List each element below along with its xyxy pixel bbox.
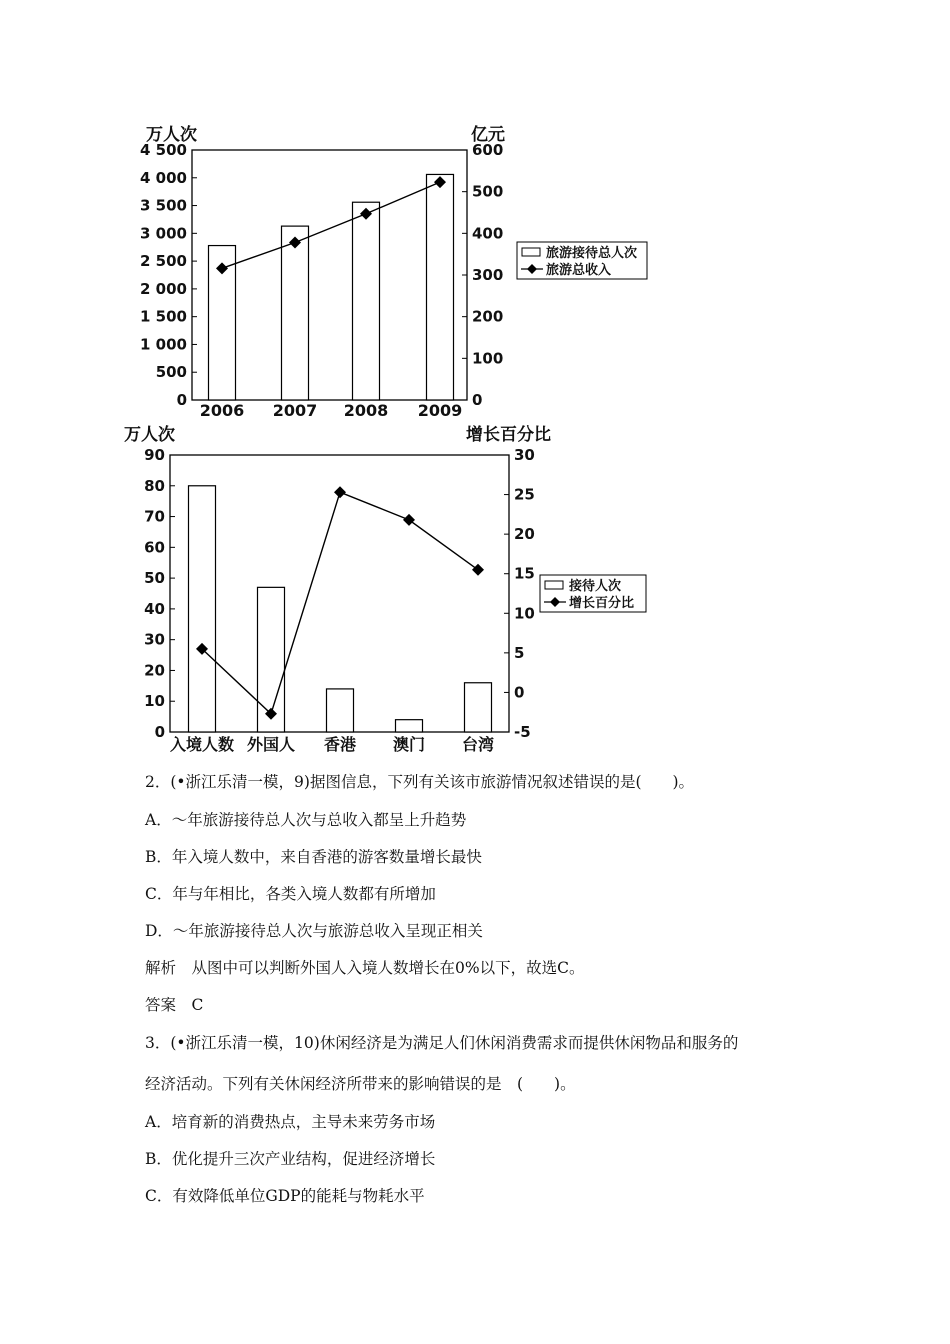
chart1-category-label: 2006 <box>199 401 245 420</box>
chart1-category-label: 2009 <box>417 401 463 420</box>
question-3-stem-line1: 3．(•浙江乐清一模，10)休闲经济是为满足人们休闲消费需求而提供休闲物品和服务的 <box>145 1034 739 1052</box>
chart1-bar <box>353 202 380 400</box>
question-2-answer: 答案 C <box>145 996 204 1014</box>
question-3-option-c: C．有效降低单位GDP的能耗与物耗水平 <box>145 1187 425 1205</box>
chart1-right-tick-label: 400 <box>472 224 504 243</box>
chart1-legend-bar-swatch <box>522 248 540 256</box>
question-2-option-b: B．年入境人数中，来自香港的游客数量增长最快 <box>145 848 482 866</box>
chart2-right-tick-label: 15 <box>514 564 535 583</box>
chart2-line-series <box>202 492 478 714</box>
chart2-bar <box>327 689 354 732</box>
question-3-option-a: A．培育新的消费热点，主导未来劳务市场 <box>145 1113 436 1131</box>
chart2-left-tick-label: 60 <box>144 538 165 557</box>
chart2-left-tick-label: 70 <box>144 507 165 526</box>
chart2-category-label: 香港 <box>323 735 357 754</box>
chart1-left-tick-label: 0 <box>176 391 187 409</box>
chart2-bar <box>465 683 492 732</box>
chart1-category-label: 2007 <box>272 401 318 420</box>
chart1-legend-bar-label: 旅游接待总人次 <box>546 246 638 261</box>
question-3-stem-line2: 经济活动。下列有关休闲经济所带来的影响错误的是 ( )。 <box>145 1075 576 1093</box>
chart2-category-label: 入境人数 <box>169 735 235 754</box>
chart1-left-tick-label: 4 000 <box>140 168 187 187</box>
chart1-right-axis-unit: 亿元 <box>471 125 505 145</box>
chart1-right-tick-label: 200 <box>472 307 504 326</box>
chart1-right-tick-label: 0 <box>472 391 483 409</box>
chart1-left-tick-label: 1 500 <box>140 307 187 326</box>
question-2-option-c: C．年与年相比，各类入境人数都有所增加 <box>145 885 436 903</box>
chart2-category-label: 外国人 <box>246 735 296 754</box>
chart2-left-tick-label: 0 <box>154 723 165 741</box>
chart1-left-tick-label: 3 500 <box>140 196 187 215</box>
chart1-right-tick-label: 500 <box>472 182 504 201</box>
chart2-left-tick-label: 10 <box>144 692 165 711</box>
chart1-right-tick-label: 600 <box>472 141 504 159</box>
chart2-left-tick-label: 50 <box>144 569 165 588</box>
chart1-line-series <box>222 182 440 268</box>
chart2-line-point <box>334 486 346 498</box>
question-2-analysis: 解析 从图中可以判断外国人入境人数增长在0%以下，故选C。 <box>145 959 585 977</box>
chart1-left-tick-label: 2 000 <box>140 279 187 298</box>
chart2-line-point <box>403 514 415 526</box>
chart1-left-axis-unit: 万人次 <box>146 125 197 145</box>
chart2-left-tick-label: 40 <box>144 599 165 618</box>
chart2-right-tick-label: -5 <box>514 723 531 741</box>
chart2-right-tick-label: 10 <box>514 604 535 623</box>
question-2-stem: 2．(•浙江乐清一模，9)据图信息，下列有关该市旅游情况叙述错误的是( )。 <box>145 773 695 791</box>
chart2-left-tick-label: 80 <box>144 476 165 495</box>
chart2-right-tick-label: 5 <box>514 643 525 662</box>
chart2-right-tick-label: 25 <box>514 485 535 504</box>
chart2-left-axis-unit: 万人次 <box>124 425 175 445</box>
question-2-option-a: A．～年旅游接待总人次与总收入都呈上升趋势 <box>145 811 467 829</box>
chart2-legend-line-label: 增长百分比 <box>569 596 635 611</box>
chart1-right-tick-label: 100 <box>472 349 504 368</box>
chart1-left-tick-label: 4 500 <box>140 141 187 159</box>
chart2-bar <box>396 720 423 732</box>
chart2-line-point <box>472 564 484 576</box>
chart2-category-label: 台湾 <box>461 735 495 754</box>
chart2-right-tick-label: 30 <box>514 446 535 464</box>
chart1-right-tick-label: 300 <box>472 266 504 284</box>
chart2-category-label: 澳门 <box>392 735 426 754</box>
chart1-left-tick-label: 500 <box>155 363 187 382</box>
chart2-legend-bar-label: 接待人次 <box>569 579 622 594</box>
chart2-right-tick-label: 20 <box>514 525 535 544</box>
question-3-option-b: B．优化提升三次产业结构，促进经济增长 <box>145 1150 436 1168</box>
chart1-left-tick-label: 3 000 <box>140 224 187 243</box>
chart1-left-tick-label: 1 000 <box>140 335 187 354</box>
chart2-left-tick-label: 30 <box>144 630 165 649</box>
chart2-legend-bar-swatch <box>545 581 563 589</box>
chart2-right-axis-unit: 增长百分比 <box>466 425 551 445</box>
chart1-legend-line-label: 旅游总收入 <box>546 263 612 278</box>
chart2-left-tick-label: 20 <box>144 661 165 680</box>
chart1-category-label: 2008 <box>343 401 389 420</box>
chart2-bar <box>189 486 216 732</box>
chart2-left-tick-label: 90 <box>144 446 165 464</box>
chart2-right-tick-label: 0 <box>514 683 525 702</box>
chart1-left-tick-label: 2 500 <box>140 252 187 271</box>
question-2-option-d: D．～年旅游接待总人次与旅游总收入呈现正相关 <box>145 922 483 940</box>
chart1-bar <box>427 174 454 400</box>
chart1-bar <box>282 226 309 400</box>
